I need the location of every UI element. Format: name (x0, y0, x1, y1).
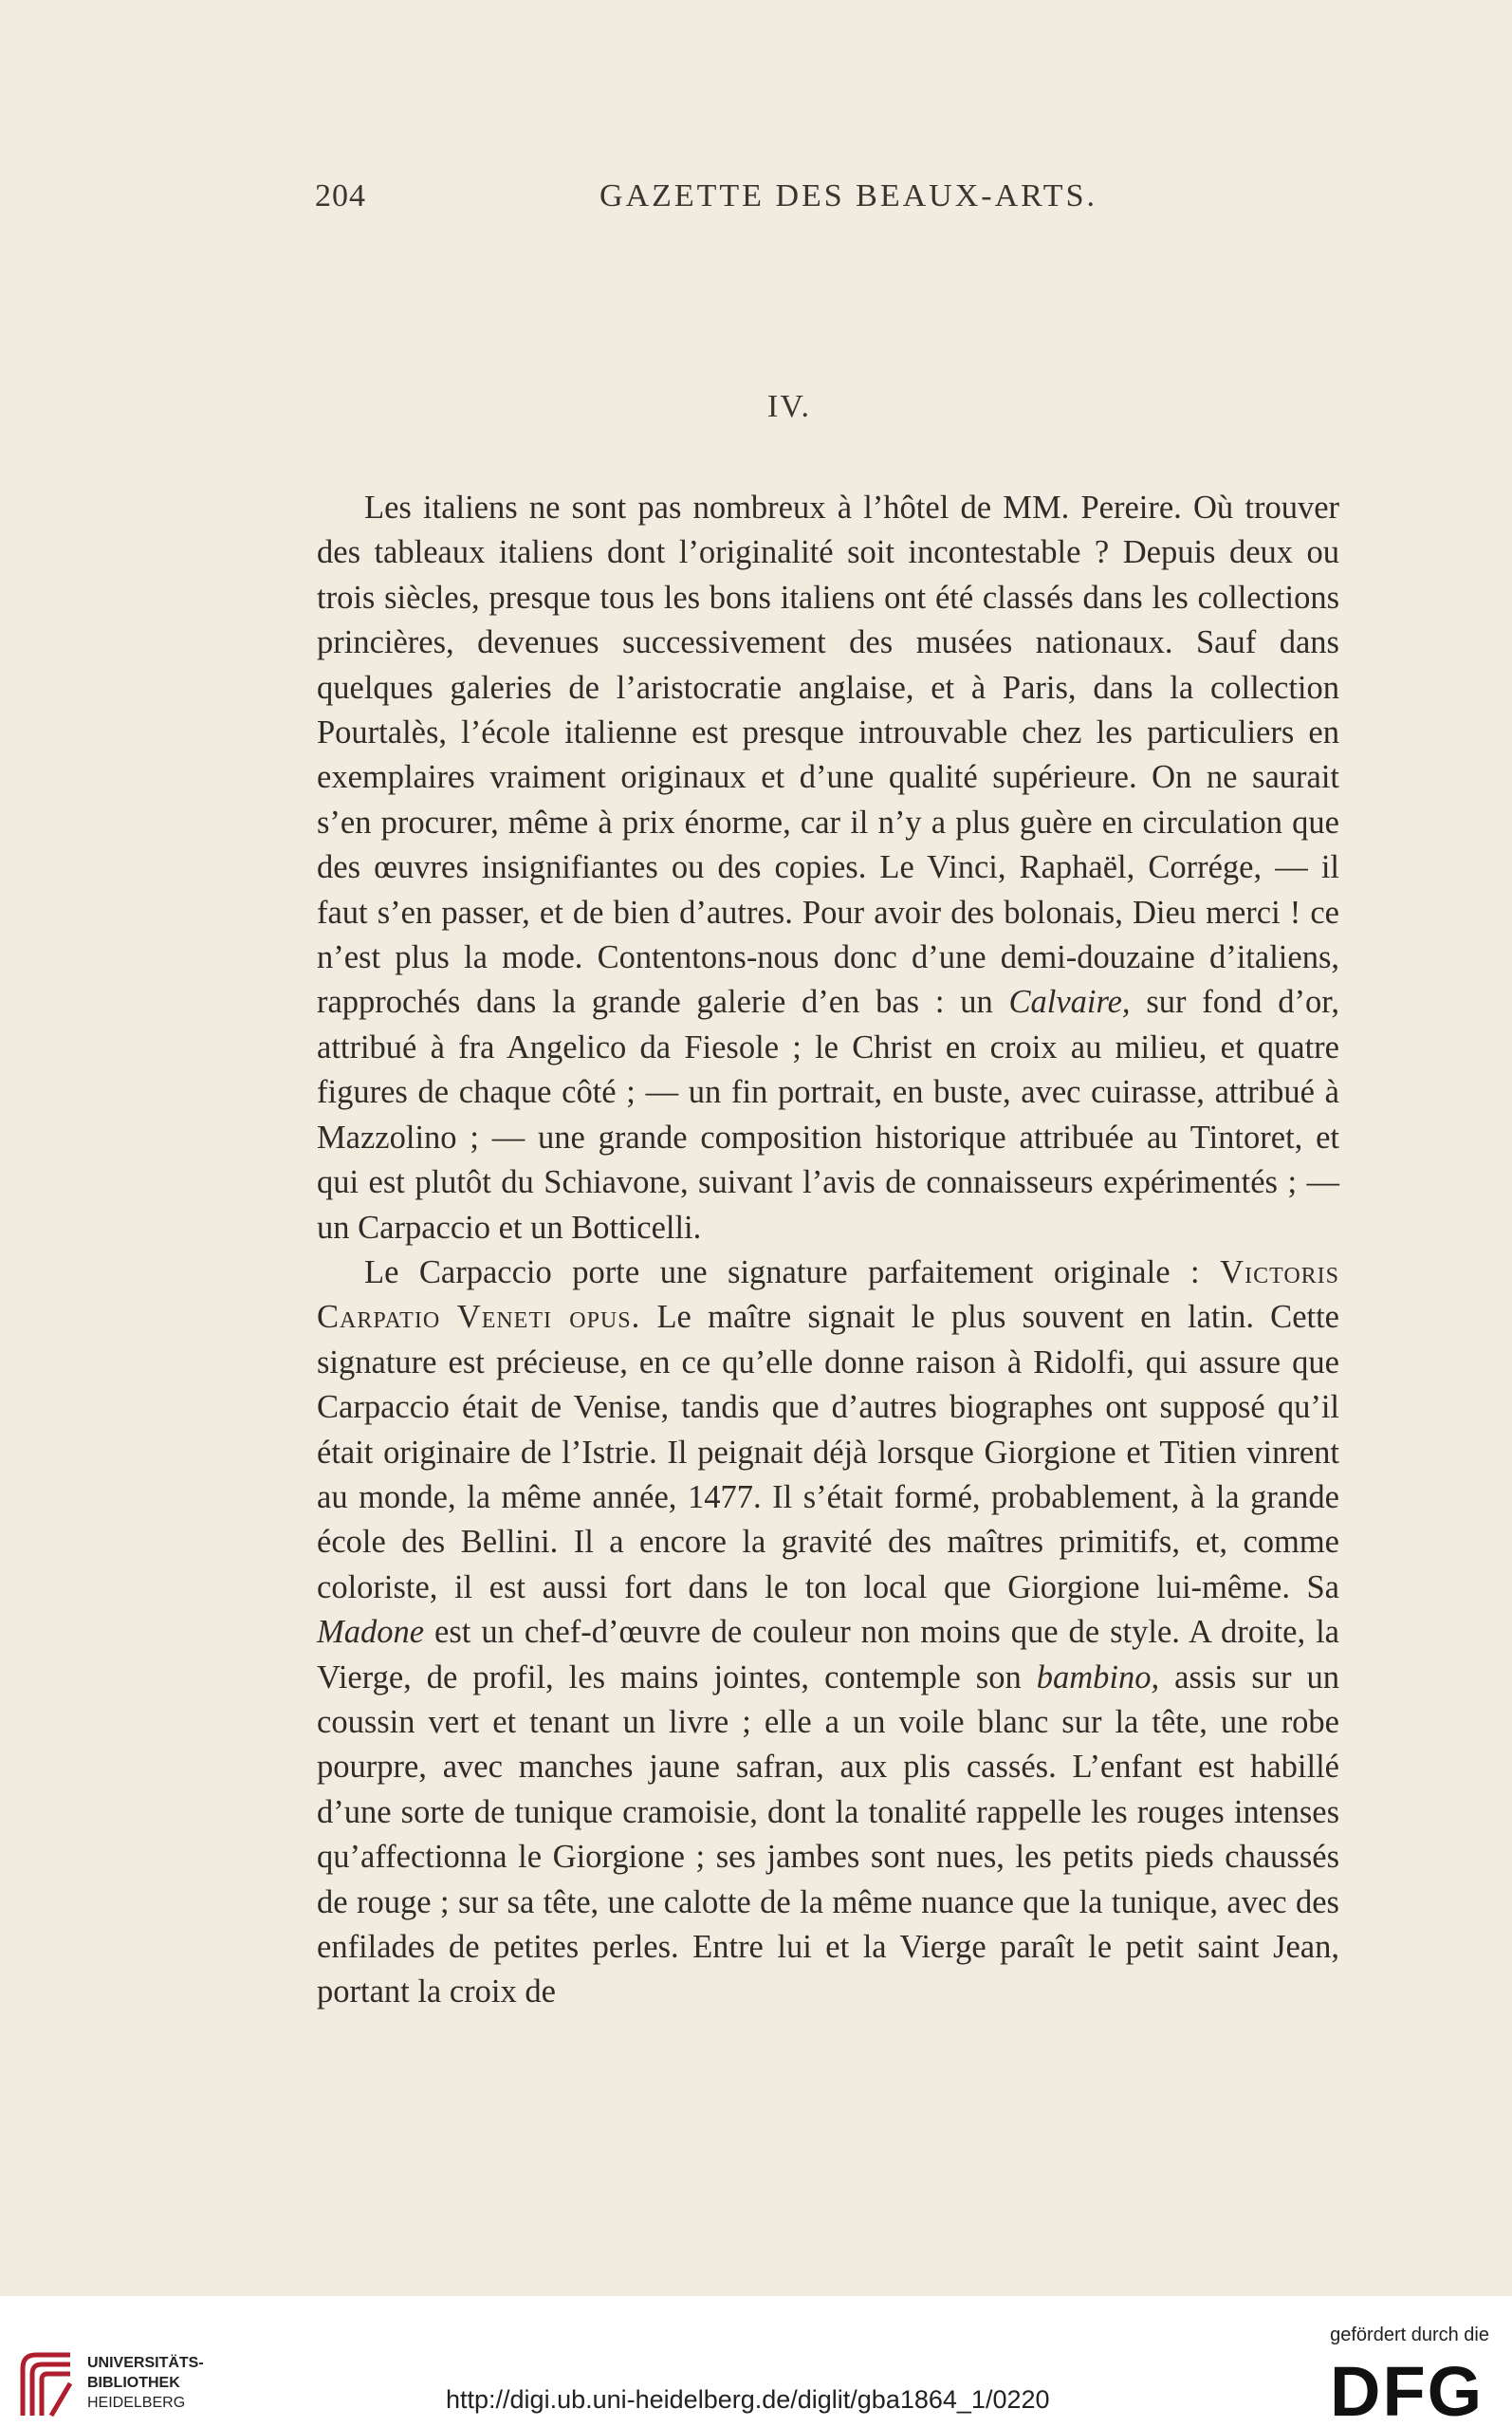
university-library-logo-icon (15, 2349, 78, 2421)
running-head (315, 178, 1339, 226)
source-url-link[interactable]: http://digi.ub.uni-heidelberg.de/diglit/gba1864_1/0220 (446, 2385, 1050, 2414)
madone-title: Madone (317, 1614, 425, 1651)
library-line-1: UNIVERSITÄTS- (87, 2355, 204, 2371)
bambino-word: bambino, (1036, 1658, 1160, 1695)
dfg-logo-text: DFG (1330, 2357, 1484, 2423)
paragraph-2-text-c: est un chef-d’œuvre de couleur non moins que de style. A droite, la Vierge, de profil, les mains jointes, contemple son (317, 1614, 1339, 1695)
page-number: 204 (315, 178, 366, 213)
journal-title: GAZETTE DES BEAUX-ARTS. (599, 178, 1097, 213)
paragraph-2-text-b: Le maître signait le plus souvent en latin. Cette signature est précieuse, en ce qu’elle donne raison à Ridolfi, qui assure que Carpaccio était de Venise, tandis que d’autres biographes ont supposé qu’il était originaire de l’Istrie. Il peignait déjà lorsque Giorgione et Titien vinrent au monde, la même année, 1477. Il s’était formé, probablement, à la grande école des Bellini. Il a encore la gravité des maîtres primitifs, et, comme coloriste, il est aussi fort dans le ton local que Giorgione lui-même. Sa (317, 1299, 1339, 1605)
calvaire-title: Calvaire, (1008, 984, 1131, 1021)
funded-by-label: gefördert durch die (1330, 2325, 1489, 2345)
paragraph-1-text-a: Les italiens ne sont pas nombreux à l’hôtel de MM. Pereire. Où trouver des tableaux italiens dont l’originalité soit incontestable ? Depuis deux ou trois siècles, presque tous les bons italiens ont été classés dans les collections princières, devenues successivement des musées nationaux. Sauf dans quelques galeries de l’aristocratie anglaise, et à Paris, dans la collection Pourtalès, l’école italienne est presque introuvable chez les particuliers en exemplaires vraiment originaux et d’une qualité supérieure. On ne saurait s’en procurer, même à prix énorme, car il n’y a plus guère en circulation que des œuvres insignifiantes ou des copies. Le Vinci, Raphaël, Corrége, — il faut s’en passer, et de bien d’autres. Pour avoir des bolonais, Dieu merci ! ce n’est plus la mode. Contentons-nous donc d’une demi-douzaine d’italiens, rapprochés dans la grande galerie d’en bas : un (317, 490, 1339, 1021)
article-body (317, 486, 1339, 2015)
section-number: IV. (767, 389, 811, 424)
dfg-logo-icon (1330, 2357, 1489, 2423)
paragraph-1 (317, 486, 1339, 1251)
library-line-3: HEIDELBERG (87, 2395, 186, 2411)
paragraph-2 (317, 1251, 1339, 2015)
digitization-footer (0, 2296, 1512, 2427)
paragraph-2-text-d: assis sur un coussin vert et tenant un livre ; elle a un voile blanc sur la tête, une robe pourpre, avec manches jaune safran, aux plis cassés. L’enfant est habillé d’une sorte de tunique cramoisie, dont la tonalité rappelle les rouges intenses qu’affectionna le Giorgione ; ses jambes sont nues, les petits pieds chaussés de rouge ; sur sa tête, une calotte de la même nuance que la tunique, avec des enfilades de petites perles. Entre lui et la Vierge paraît le petit saint Jean, portant la croix de (317, 1658, 1339, 2010)
carpaccio-signature: Victoris Carpatio Veneti opus. (317, 1253, 1339, 1336)
paragraph-1-text-b: sur fond d’or, attribué à fra Angelico da Fiesole ; le Christ en croix au milieu, et quatre figures de chaque côté ; — un fin portrait, en buste, avec cuirasse, attribué à Mazzolino ; — une grande composition historique attribuée au Tintoret, et qui est plutôt du Schiavone, suivant l’avis de connaisseurs expérimentés ; — un Carpaccio et un Botticelli. (317, 984, 1339, 1246)
library-name (87, 2353, 204, 2413)
paragraph-2-text-a: Le Carpaccio porte une signature parfaitement originale : (364, 1253, 1221, 1290)
library-line-2: BIBLIOTHEK (87, 2375, 180, 2391)
